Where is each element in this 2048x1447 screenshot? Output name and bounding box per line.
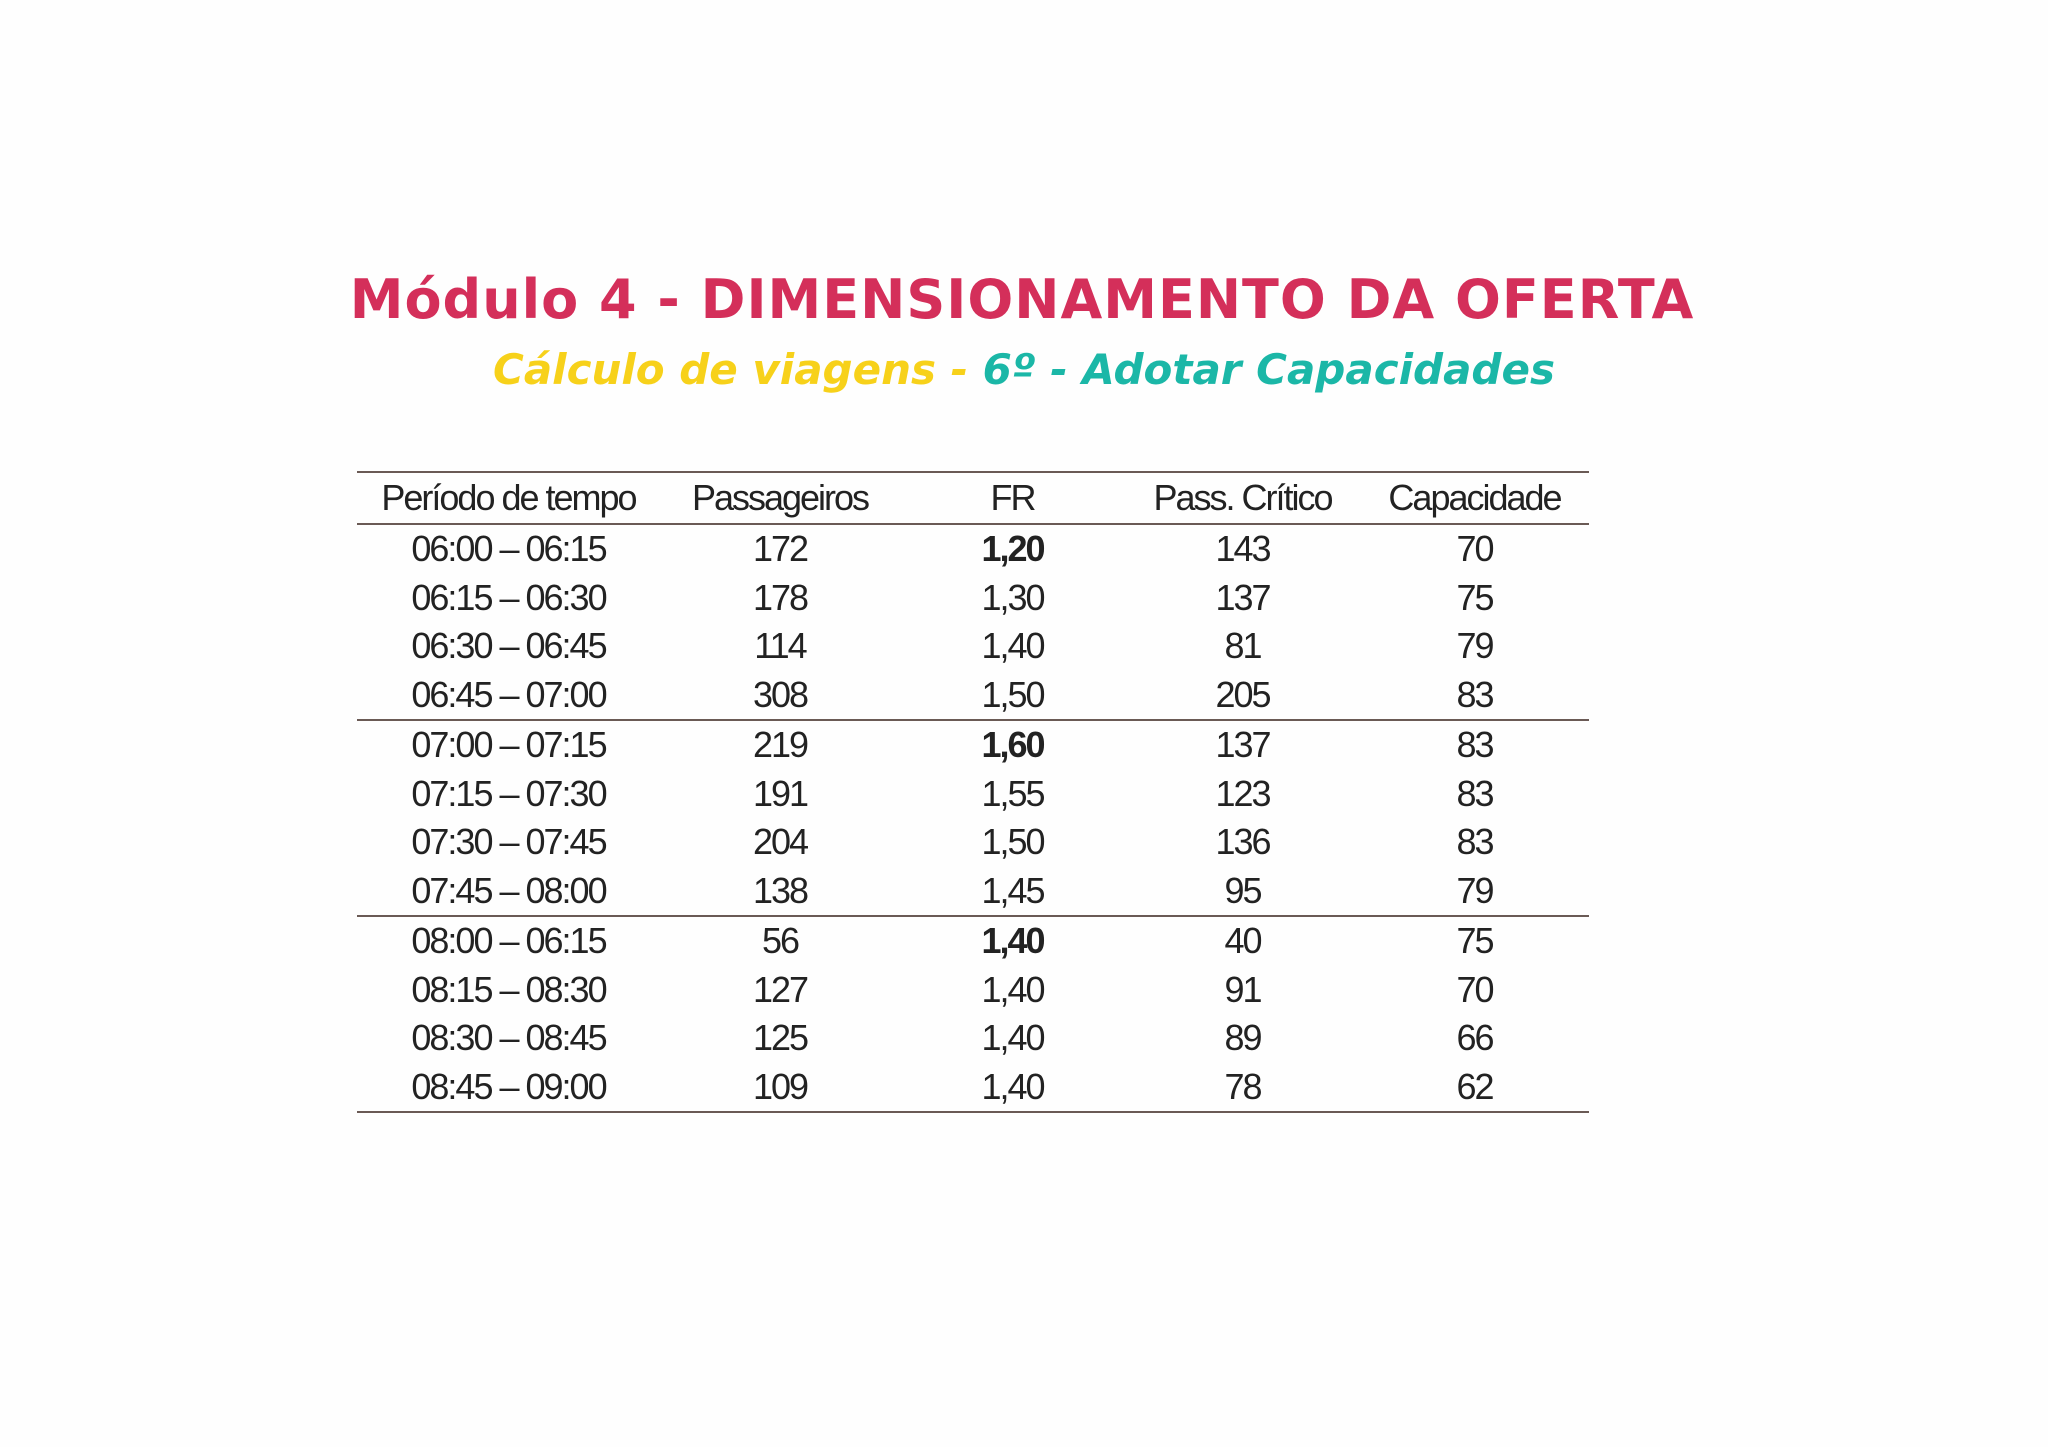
table-body	[357, 524, 1589, 1112]
table-row	[357, 720, 1589, 770]
cell-fr: 1,40	[981, 625, 1044, 667]
cell-periodo: 07:45 – 08:00	[411, 869, 606, 911]
table-row	[357, 818, 1589, 867]
cell-periodo: 08:00 – 06:15	[357, 916, 660, 966]
cell-pass-critico: 40	[1125, 916, 1360, 966]
cell-periodo: 08:15 – 08:30	[411, 968, 606, 1010]
cell-pass-critico: 136	[1215, 821, 1270, 863]
cell-fr: 1,45	[981, 869, 1044, 911]
cell-capacidade: 83	[1456, 772, 1493, 814]
cell-capacidade: 79	[1456, 869, 1493, 911]
table-row	[357, 867, 1589, 917]
cell-passageiros: 178	[752, 576, 808, 618]
cell-capacidade: 83	[1456, 821, 1493, 863]
cell-fr: 1,55	[981, 772, 1044, 814]
cell-passageiros: 125	[752, 1017, 808, 1059]
slide-title	[0, 268, 2048, 331]
table-row	[357, 671, 1589, 721]
cell-passageiros: 191	[752, 772, 808, 814]
table-row	[357, 622, 1589, 671]
cell-capacidade: 70	[1456, 528, 1493, 570]
table-row	[357, 770, 1589, 819]
subtitle-part-capacidades: 6º - Adotar Capacidades	[982, 345, 1555, 394]
cell-fr: 1,40	[900, 916, 1125, 966]
cell-periodo: 08:45 – 09:00	[357, 1063, 660, 1113]
slide-subtitle-text	[493, 345, 1555, 394]
header-passageiros: Passageiros	[660, 472, 900, 524]
cell-fr: 1,20	[981, 528, 1044, 570]
cell-capacidade: 75	[1456, 576, 1493, 618]
cell-fr: 1,60	[900, 720, 1125, 770]
cell-periodo: 07:15 – 07:30	[411, 772, 606, 814]
cell-passageiros: 308	[752, 673, 808, 715]
cell-capacidade: 75	[1360, 916, 1589, 966]
cell-pass-critico: 143	[1215, 528, 1270, 570]
cell-pass-critico: 95	[1224, 869, 1261, 911]
cell-periodo: 06:30 – 06:45	[411, 625, 606, 667]
cell-pass-critico: 137	[1215, 576, 1270, 618]
cell-capacidade: 66	[1456, 1017, 1493, 1059]
cell-periodo: 08:30 – 08:45	[411, 1017, 606, 1059]
cell-pass-critico: 81	[1224, 625, 1261, 667]
header-fr: FR	[900, 472, 1125, 524]
header-periodo: Período de tempo	[357, 472, 660, 524]
cell-periodo: 06:15 – 06:30	[411, 576, 606, 618]
cell-periodo: 07:00 – 07:15	[357, 720, 660, 770]
cell-passageiros: 127	[752, 968, 808, 1010]
cell-passageiros: 172	[752, 528, 808, 570]
cell-fr: 1,40	[981, 968, 1044, 1010]
cell-pass-critico: 137	[1125, 720, 1360, 770]
header-capacidade: Capacidade	[1360, 472, 1589, 524]
cell-passageiros: 114	[754, 625, 806, 667]
cell-capacidade: 83	[1456, 673, 1493, 715]
cell-passageiros: 109	[660, 1063, 900, 1113]
cell-periodo: 07:30 – 07:45	[411, 821, 606, 863]
cell-pass-critico: 78	[1125, 1063, 1360, 1113]
table-row	[357, 1063, 1589, 1113]
cell-passageiros: 219	[660, 720, 900, 770]
table-row	[357, 574, 1589, 623]
slide-subtitle	[0, 345, 2048, 394]
table-row	[357, 966, 1589, 1015]
cell-pass-critico: 91	[1224, 968, 1261, 1010]
cell-pass-critico: 123	[1215, 772, 1270, 814]
cell-fr: 1,50	[981, 821, 1044, 863]
cell-passageiros: 56	[660, 916, 900, 966]
cell-capacidade: 62	[1360, 1063, 1589, 1113]
cell-pass-critico: 89	[1224, 1017, 1261, 1059]
slide-title-text: Módulo 4 - DIMENSIONAMENTO DA OFERTA	[349, 268, 1695, 331]
cell-capacidade: 79	[1456, 625, 1493, 667]
cell-pass-critico: 205	[1215, 673, 1270, 715]
table-header-row	[357, 472, 1589, 524]
capacity-table	[357, 471, 1589, 1113]
cell-capacidade: 83	[1360, 720, 1589, 770]
table-row	[357, 916, 1589, 966]
cell-fr: 1,50	[981, 673, 1044, 715]
cell-fr: 1,40	[900, 1063, 1125, 1113]
cell-passageiros: 138	[752, 869, 808, 911]
cell-fr: 1,40	[981, 1017, 1044, 1059]
subtitle-part-calculo: Cálculo de viagens -	[493, 345, 983, 394]
cell-passageiros: 204	[752, 821, 808, 863]
cell-capacidade: 70	[1456, 968, 1493, 1010]
cell-fr: 1,30	[981, 576, 1044, 618]
cell-periodo: 06:45 – 07:00	[411, 673, 606, 715]
header-pass-critico: Pass. Crítico	[1125, 472, 1360, 524]
table-row	[357, 1014, 1589, 1063]
cell-periodo: 06:00 – 06:15	[411, 528, 606, 570]
table-row	[357, 524, 1589, 574]
